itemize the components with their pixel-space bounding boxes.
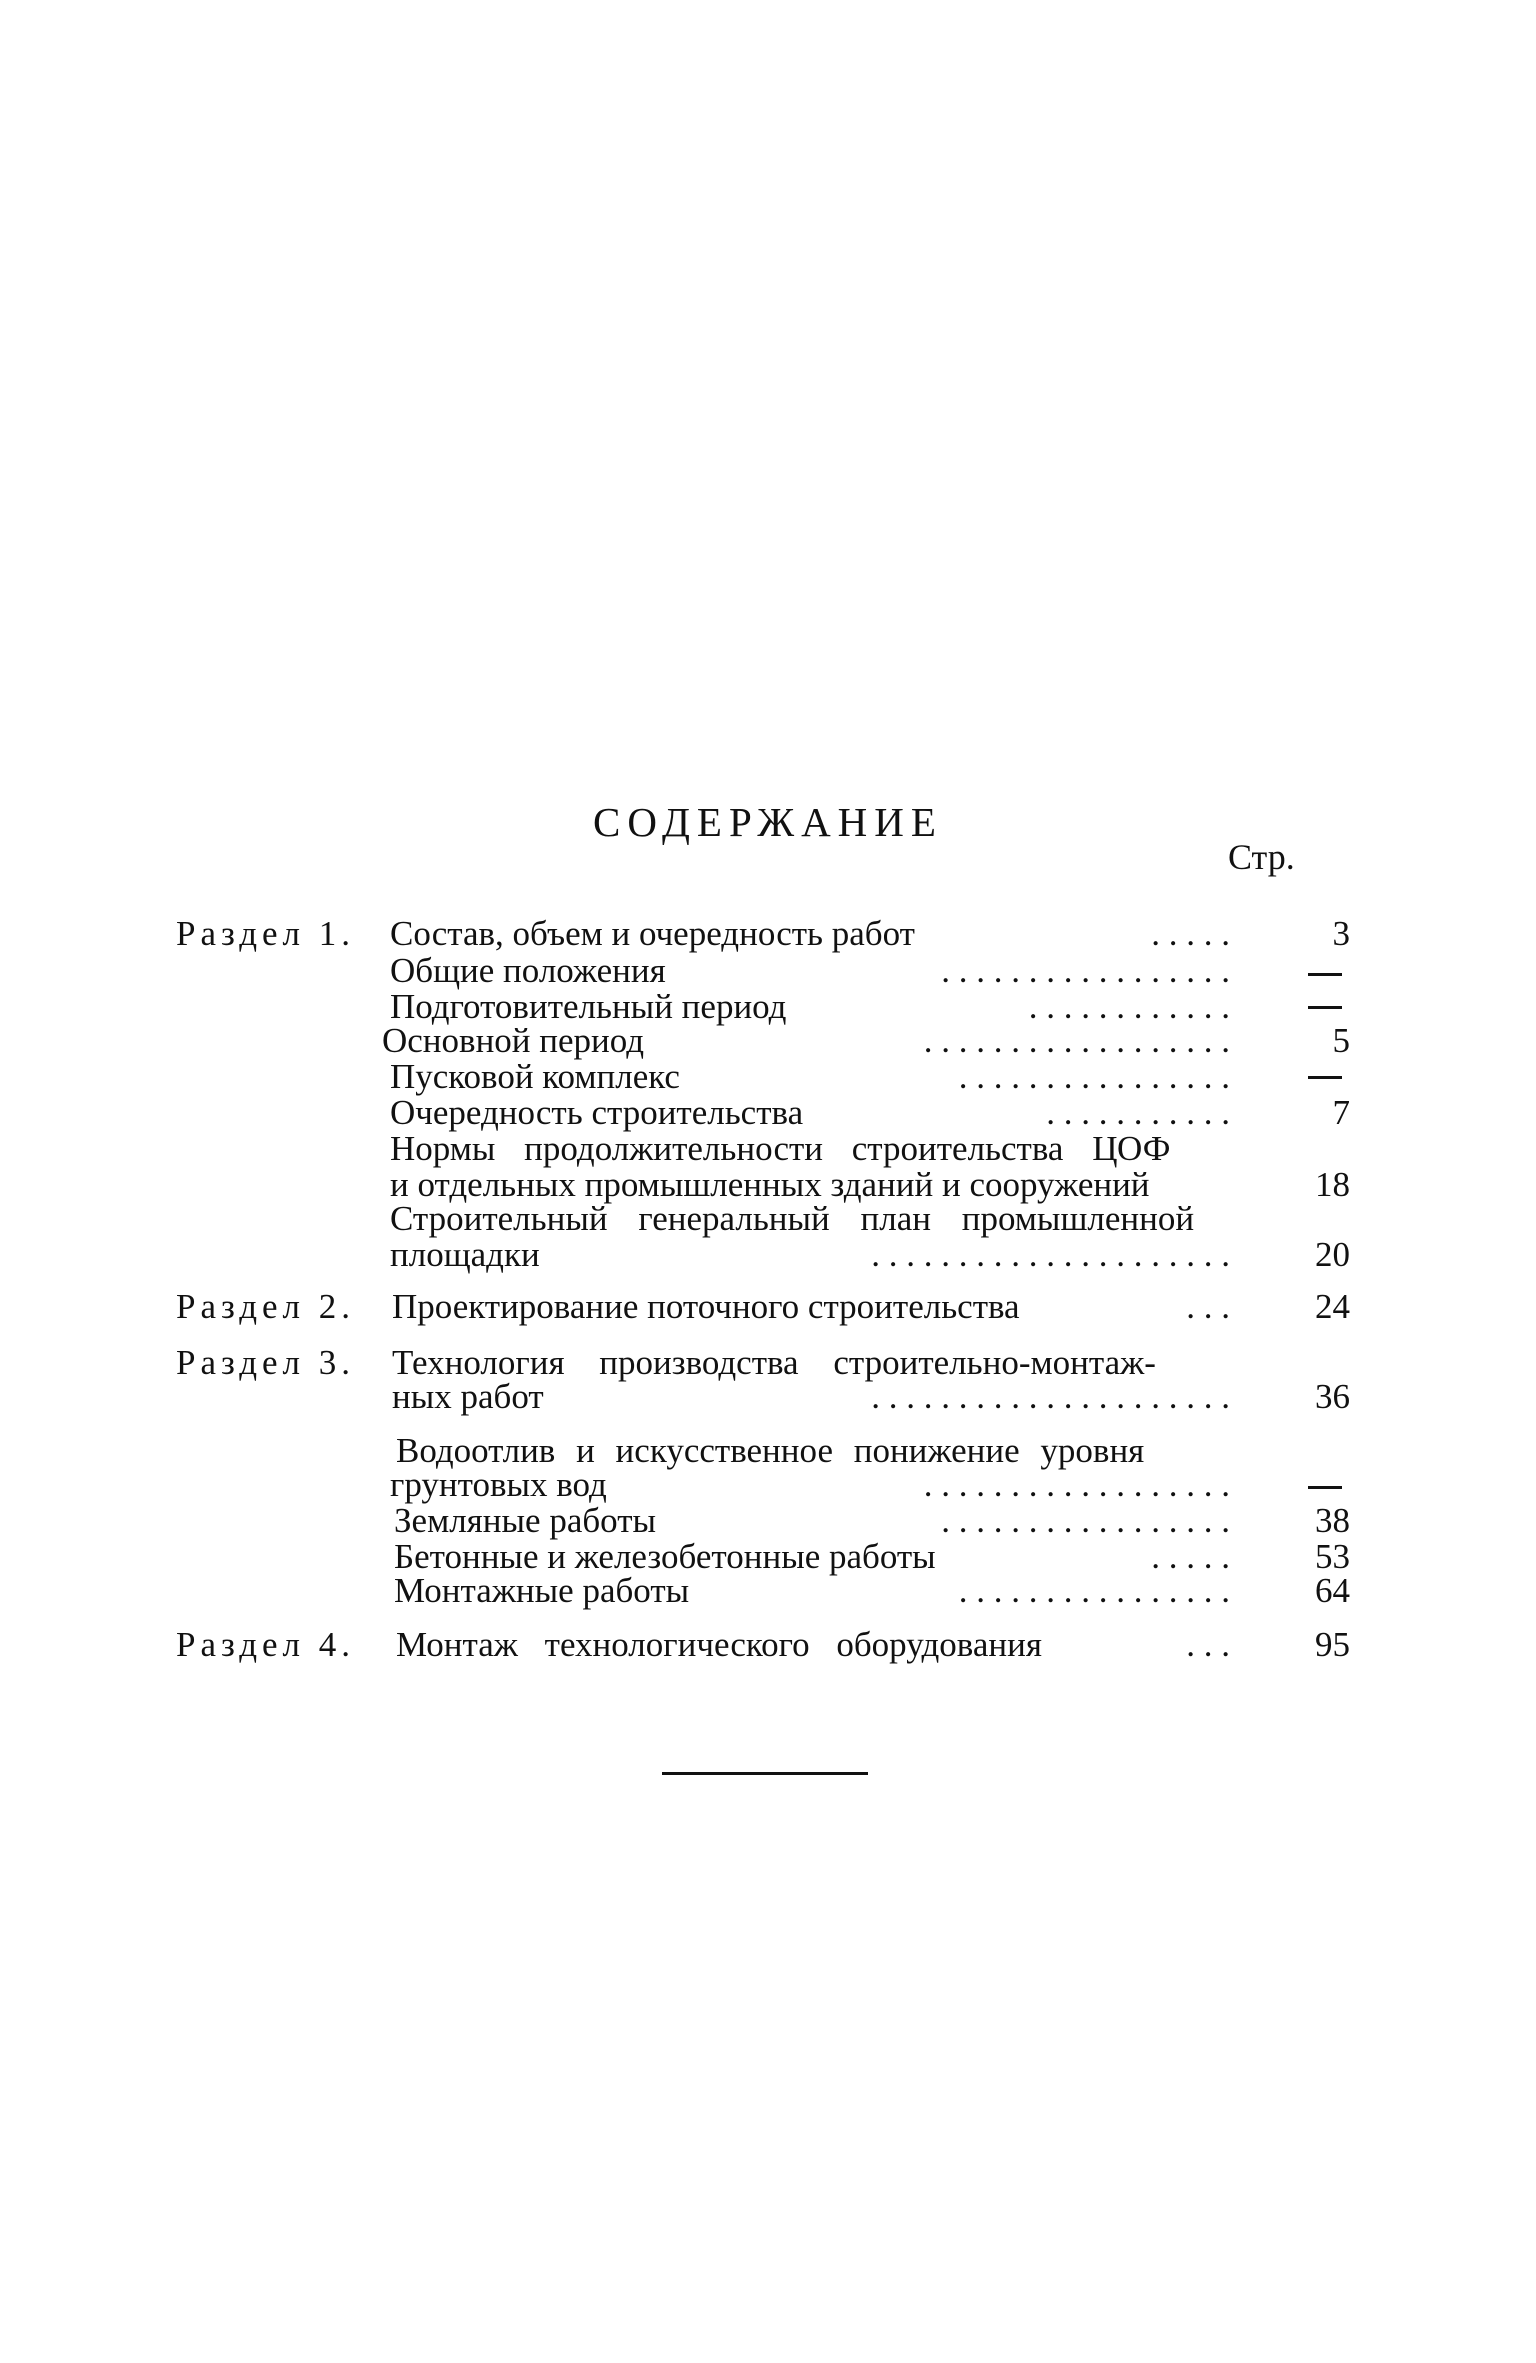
entry-title: Состав, объем и очередность работ — [390, 914, 915, 953]
leader-dots: . . . . . . . . . . . . . . . . . . — [923, 1022, 1230, 1060]
entry-title: Общие положения — [390, 951, 666, 990]
toc-entry — [0, 1344, 1536, 1382]
entry-title: Проектирование поточного строительства — [392, 1287, 1020, 1326]
entry-title: Подготовительный период — [390, 987, 787, 1026]
leader-dots: . . . — [1186, 1288, 1230, 1326]
leader-dots: . . . . . — [1151, 1538, 1230, 1576]
entry-title: Монтажные работы — [394, 1571, 690, 1610]
leader-dots: . . . . . . . . . . . — [1046, 1094, 1230, 1132]
toc-entry — [0, 1130, 1536, 1168]
toc-entry — [0, 1094, 1536, 1132]
page-number: 20 — [1315, 1235, 1350, 1274]
section-label: Раздел 4. — [176, 1625, 356, 1664]
leader-dots: . . . . . . . . . . . . — [1028, 988, 1230, 1026]
leader-dots: . . . . . . . . . . . . . . . . . . — [923, 1466, 1230, 1504]
page-number: 3 — [1332, 914, 1350, 953]
page-dash — [1308, 1076, 1342, 1079]
toc-entry — [0, 1466, 1536, 1504]
entry-title: Бетонные и железобетонные работы — [394, 1537, 936, 1576]
entry-title: Земляные работы — [394, 1501, 657, 1540]
toc-entry — [0, 1200, 1536, 1238]
toc-entry — [0, 1058, 1536, 1096]
entry-title: Строительный генеральный план промышленной — [390, 1199, 1195, 1238]
entry-title: Пусковой комплекс — [390, 1057, 680, 1096]
section-label: Раздел 1. — [176, 914, 356, 953]
entry-title: Очередность строительства — [390, 1093, 804, 1132]
toc-entry — [0, 1236, 1536, 1274]
entry-title: Водоотлив и искусственное понижение уровня — [396, 1431, 1145, 1470]
page-number: 95 — [1315, 1625, 1350, 1664]
entry-title: и отдельных промышленных зданий и сооружений — [390, 1165, 1150, 1204]
entry-title: ных работ — [392, 1377, 544, 1416]
page-number: 5 — [1332, 1021, 1350, 1060]
leader-dots: . . . . . . . . . . . . . . . . . . . . . — [871, 1378, 1230, 1416]
entry-title: площадки — [390, 1235, 540, 1274]
entry-title: Монтаж технологического оборудования — [396, 1625, 1042, 1664]
section-label: Раздел 3. — [176, 1343, 356, 1382]
toc-entry — [0, 1572, 1536, 1610]
toc-entry — [0, 915, 1536, 953]
leader-dots: . . . . . . . . . . . . . . . . . — [941, 952, 1230, 990]
entry-title: Нормы продолжительности строительства ЦОФ — [390, 1129, 1171, 1168]
page-number: 36 — [1315, 1377, 1350, 1416]
page-number: 18 — [1315, 1165, 1350, 1204]
toc-entry — [0, 952, 1536, 990]
entry-title: Основной период — [382, 1021, 645, 1060]
toc-entry — [0, 1288, 1536, 1326]
page-dash — [1308, 1486, 1342, 1489]
toc-entry — [0, 1502, 1536, 1540]
page-dash — [1308, 1006, 1342, 1009]
toc-entry — [0, 1538, 1536, 1576]
toc-entry — [0, 988, 1536, 1026]
page-number: 38 — [1315, 1501, 1350, 1540]
section-label: Раздел 2. — [176, 1287, 356, 1326]
toc-entry — [0, 1022, 1536, 1060]
leader-dots: . . . . . . . . . . . . . . . . . — [941, 1502, 1230, 1540]
page-number: 7 — [1332, 1093, 1350, 1132]
closing-rule — [662, 1772, 868, 1775]
page-dash — [1308, 973, 1342, 976]
entry-title: грунтовых вод — [390, 1465, 607, 1504]
leader-dots: . . . . . . . . . . . . . . . . — [958, 1058, 1230, 1096]
toc-entry — [0, 1378, 1536, 1416]
entry-title: Технология производства строительно-монтаж- — [392, 1343, 1156, 1382]
page-number: 24 — [1315, 1287, 1350, 1326]
toc-entry — [0, 1432, 1536, 1470]
toc-entry — [0, 1626, 1536, 1664]
page-column-header: Стр. — [1228, 837, 1295, 877]
leader-dots: . . . . . — [1151, 915, 1230, 953]
leader-dots: . . . . . . . . . . . . . . . . — [958, 1572, 1230, 1610]
page-number: 64 — [1315, 1571, 1350, 1610]
toc-title: СОДЕРЖАНИЕ — [593, 799, 943, 845]
leader-dots: . . . . . . . . . . . . . . . . . . . . . — [871, 1236, 1230, 1274]
page-number: 53 — [1315, 1537, 1350, 1576]
leader-dots: . . . — [1186, 1626, 1230, 1664]
